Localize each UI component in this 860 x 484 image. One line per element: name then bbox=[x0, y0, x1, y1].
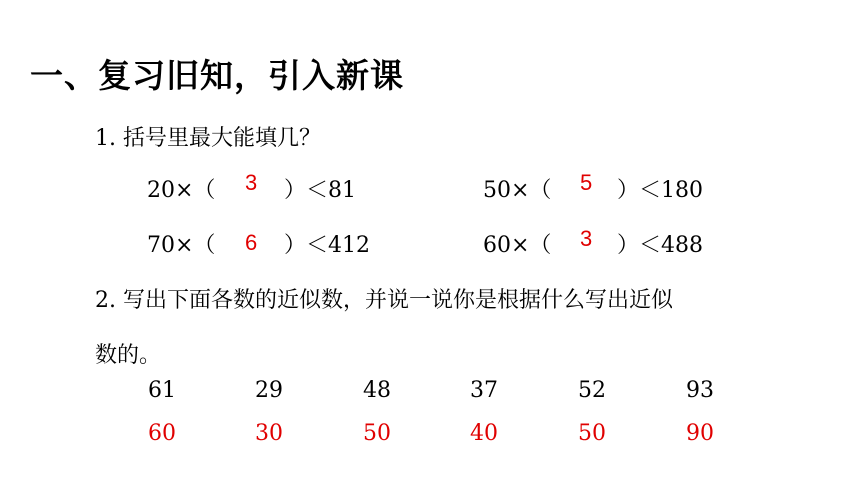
approximation-5: 50 bbox=[578, 421, 606, 446]
eq-3-left: 70×（ bbox=[147, 233, 216, 258]
eq-4-answer: 3 bbox=[580, 226, 593, 251]
eq-2-right: ）＜180 bbox=[617, 178, 703, 203]
eq-1-answer: 3 bbox=[245, 170, 258, 195]
number-1: 61 bbox=[148, 378, 176, 403]
approximation-2: 30 bbox=[255, 421, 283, 446]
question-2-label-line-2: 数的。 bbox=[95, 343, 162, 368]
eq-4-left: 60×（ bbox=[483, 233, 552, 258]
number-2: 29 bbox=[255, 378, 283, 403]
number-4: 37 bbox=[470, 378, 498, 403]
approximation-4: 40 bbox=[470, 421, 498, 446]
number-6: 93 bbox=[686, 378, 714, 403]
question-1-label: 1. 括号里最大能填几？ bbox=[95, 126, 321, 151]
eq-1-right: ）＜81 bbox=[284, 178, 356, 203]
section-title: 一、复习旧知，引入新课 bbox=[30, 56, 404, 95]
approximation-1: 60 bbox=[148, 421, 176, 446]
eq-2-answer: 5 bbox=[580, 170, 593, 195]
eq-2-left: 50×（ bbox=[483, 178, 552, 203]
eq-3-answer: 6 bbox=[245, 230, 258, 255]
eq-3-right: ）＜412 bbox=[284, 233, 370, 258]
question-2-label-line-1: 2. 写出下面各数的近似数，并说一说你是根据什么写出近似 bbox=[95, 288, 673, 313]
number-5: 52 bbox=[578, 378, 606, 403]
number-3: 48 bbox=[363, 378, 391, 403]
eq-1-left: 20×（ bbox=[147, 178, 216, 203]
approximation-6: 90 bbox=[686, 421, 714, 446]
approximation-3: 50 bbox=[363, 421, 391, 446]
eq-4-right: ）＜488 bbox=[617, 233, 703, 258]
